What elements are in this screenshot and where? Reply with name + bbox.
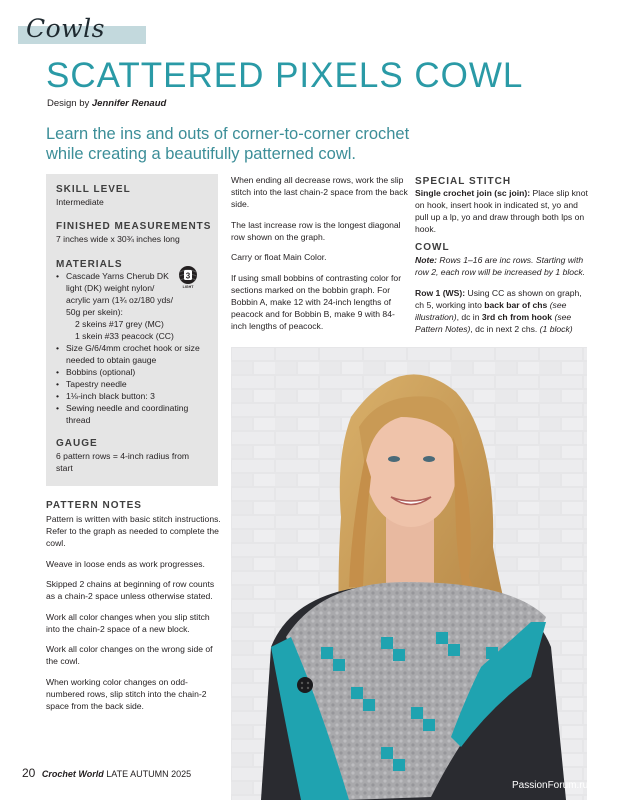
skill-level-heading: SKILL LEVEL xyxy=(56,184,131,195)
materials-item: 2 skeins #17 grey (MC) xyxy=(75,319,164,329)
row-1-ref: (see illustration) xyxy=(415,299,567,322)
middle-paragraph: Carry or float Main Color. xyxy=(231,252,327,262)
cowl-heading: COWL xyxy=(415,242,450,253)
special-stitch-heading: SPECIAL STITCH xyxy=(415,176,512,187)
pattern-notes-body xyxy=(46,513,224,720)
row-1-label: Row 1 (WS): xyxy=(415,287,466,298)
skill-level-value: Intermediate xyxy=(56,197,104,207)
page-title: SCATTERED PIXELS COWL xyxy=(46,56,524,95)
cowl-photo xyxy=(231,347,587,800)
row-1-text: Using CC as shown on graph, ch 5, working into xyxy=(415,287,582,310)
magazine-name: Crochet World xyxy=(41,769,104,779)
special-stitch-term: Single crochet join (sc join): xyxy=(415,188,531,198)
materials-heading: MATERIALS xyxy=(56,259,123,270)
yarn-weight-label: LIGHT xyxy=(182,285,194,289)
cowl-button xyxy=(297,677,313,693)
special-stitch-definition: Place slip knot on hook, insert hook in indicated st, yo and pull up a lp, yo and draw through both lps on hook. xyxy=(415,188,588,234)
gauge-value: 6 pattern rows = 4-inch radius from start xyxy=(56,451,190,473)
row-1-text: , dc in next 2 chs. xyxy=(470,323,540,334)
pattern-note: Work all color changes on the wrong side of the cowl. xyxy=(46,644,213,666)
pattern-note: Work all color changes when you slip stitch into the chain-2 space of a new block. xyxy=(46,611,210,634)
pattern-notes-heading: PATTERN NOTES xyxy=(46,500,142,511)
pattern-note: When working color changes on odd-numbered rows, slip stitch into the chain-2 space from the back side. xyxy=(46,676,207,711)
gauge-heading: GAUGE xyxy=(56,438,98,449)
materials-item: • Tapestry needle xyxy=(56,378,206,390)
section-tag: Cowls xyxy=(26,14,105,43)
cowl-note-label: Note: xyxy=(415,255,437,265)
page-footer xyxy=(22,766,191,780)
special-stitch-body xyxy=(415,187,591,235)
middle-column xyxy=(231,174,409,340)
subtitle: Learn the ins and outs of corner-to-corner crochet while creating a beautifully patterned cowl. xyxy=(46,125,410,163)
photo-illustration xyxy=(231,347,587,800)
pattern-note: Pattern is written with basic stitch instructions. Refer to the graph as needed to complete the cowl. xyxy=(46,514,221,548)
finished-measurements-value: 7 inches wide x 30¾ inches long xyxy=(56,234,180,244)
designer-credit xyxy=(47,98,166,109)
middle-paragraph: The last increase row is the longest diagonal row shown on the graph. xyxy=(231,219,401,242)
row-1-instructions xyxy=(415,287,591,335)
yarn-weight-number: 3 xyxy=(185,271,191,281)
materials-item: • Size G/6/4mm crochet hook or size needed to obtain gauge xyxy=(56,342,206,366)
cowl-note-text: Rows 1–16 are inc rows. Starting with row 2, each row will be increased by 1 block. xyxy=(415,255,586,277)
pattern-note: Weave in loose ends as work progresses. xyxy=(46,558,205,569)
watermark: PassionForum.ru xyxy=(512,780,589,791)
materials-item: 1 skein #33 peacock (CC) xyxy=(75,331,174,341)
materials-item: • 1⅛-inch black button: 3 xyxy=(56,390,206,402)
middle-paragraph: If using small bobbins of contrasting color for sections marked on the bobbin graph. For Bobbin A, make 12 with 24-inch lengths of peacock and for Bobbin B, make 9 with 84-inch lengths of peacock. xyxy=(231,272,402,331)
materials-list xyxy=(56,270,206,426)
row-1-emphasis: 3rd ch from hook xyxy=(481,311,553,322)
row-1-emphasis: back bar of chs xyxy=(484,299,548,310)
design-prefix: Design by xyxy=(47,98,90,109)
page-number: 20 xyxy=(22,766,36,780)
row-1-ref: (see Pattern Notes) xyxy=(415,311,572,334)
pattern-note: Skipped 2 chains at beginning of row counts as a chain-2 space unless otherwise stated. xyxy=(46,579,215,601)
yarn-weight-icon xyxy=(176,265,200,289)
materials-item: • Sewing needle and coordinating thread xyxy=(56,402,206,426)
cowl-body xyxy=(415,254,591,343)
materials-item: • Bobbins (optional) xyxy=(56,366,206,378)
row-1-count: (1 block) xyxy=(539,323,573,334)
materials-item: • Cascade Yarns Cherub DK light (DK) weight nylon/ acrylic yarn (1¾ oz/180 yds/ 50g per skein): xyxy=(56,270,174,318)
row-1-text: , dc in xyxy=(456,311,482,322)
issue-label: LATE AUTUMN 2025 xyxy=(106,769,192,779)
designer-name: Jennifer Renaud xyxy=(91,98,167,109)
finished-measurements-heading: FINISHED MEASUREMENTS xyxy=(56,221,212,232)
middle-paragraph: When ending all decrease rows, work the slip stitch into the last chain-2 space from the back side. xyxy=(231,175,408,209)
cowl-note xyxy=(415,254,591,278)
